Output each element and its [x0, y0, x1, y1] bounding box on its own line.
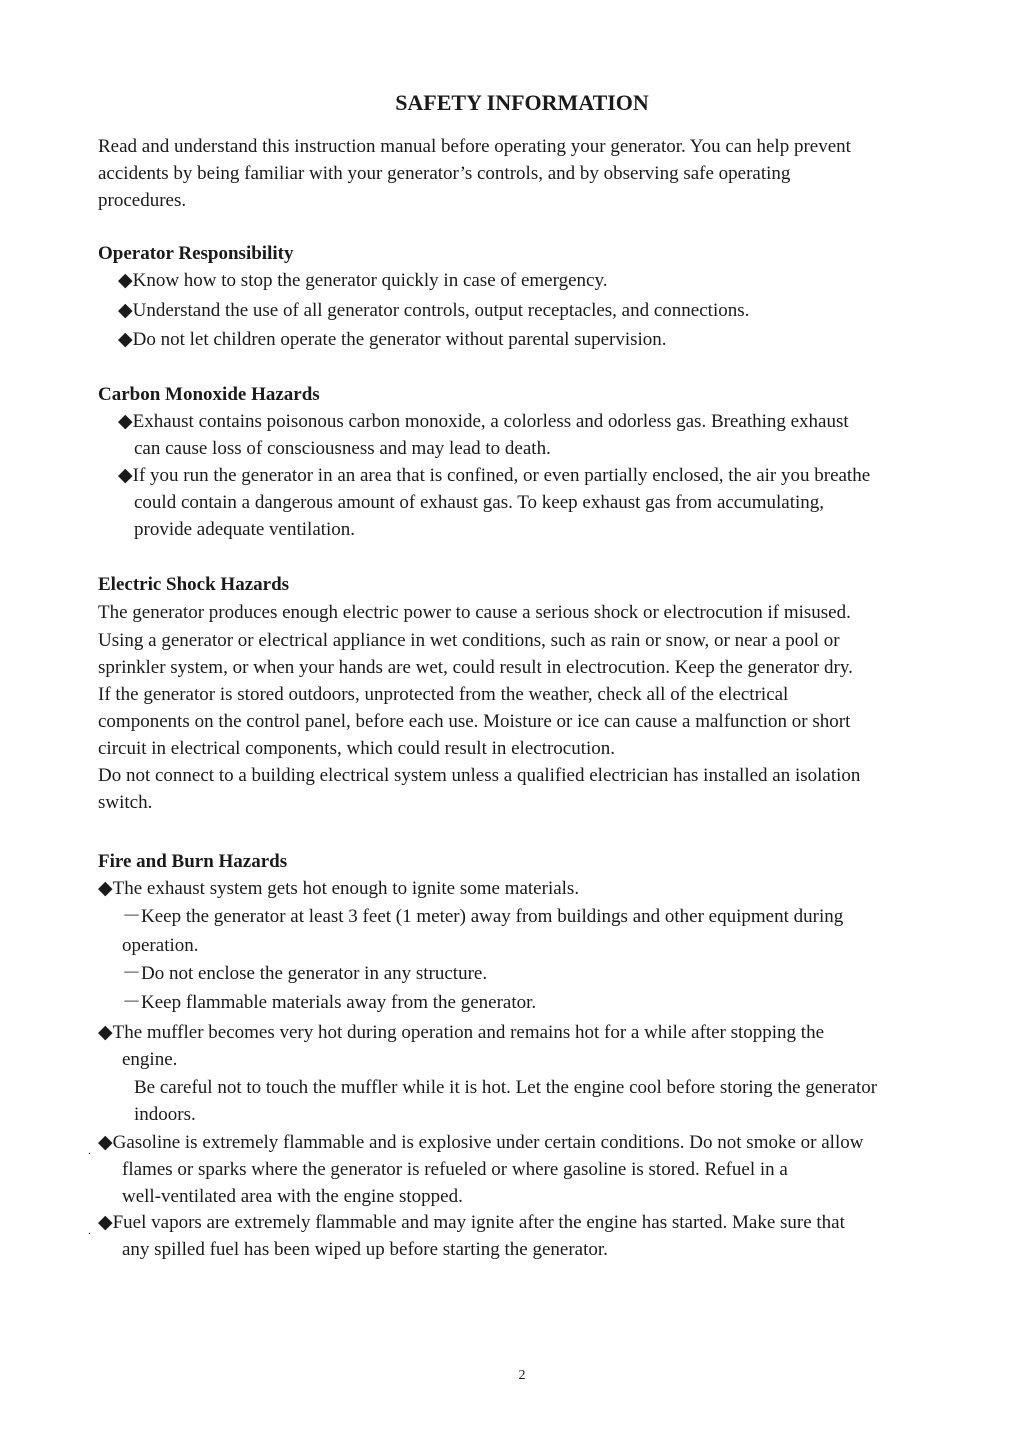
operator-item: ◆Understand the use of all generator controls, output receptacles, and connections.	[118, 300, 750, 321]
carbon-heading: Carbon Monoxide Hazards	[98, 384, 320, 405]
fire-line: －Keep flammable materials away from the generator.	[122, 992, 537, 1013]
operator-item: ◆Do not let children operate the generator without parental supervision.	[118, 329, 667, 350]
fire-line: Be careful not to touch the muffler while it is hot. Let the engine cool before storing the generator	[134, 1077, 878, 1098]
carbon-line: can cause loss of consciousness and may lead to death.	[134, 438, 551, 459]
fire-line: engine.	[122, 1049, 178, 1070]
carbon-line: could contain a dangerous amount of exhaust gas. To keep exhaust gas from accumulating,	[134, 492, 825, 513]
page-number: 2	[518, 1368, 526, 1383]
fire-line: operation.	[122, 935, 199, 956]
fire-line: ◆The muffler becomes very hot during operation and remains hot for a while after stopping the	[98, 1022, 825, 1043]
operator-heading: Operator Responsibility	[98, 243, 294, 264]
electric-line: switch.	[98, 792, 153, 813]
electric-line: The generator produces enough electric power to cause a serious shock or electrocution if misused.	[98, 602, 851, 623]
page-title: SAFETY INFORMATION	[395, 90, 649, 115]
fire-line: ◆Gasoline is extremely flammable and is explosive under certain conditions. Do not smoke or allow	[98, 1132, 864, 1153]
carbon-line: ◆Exhaust contains poisonous carbon monoxide, a colorless and odorless gas. Breathing exhaust	[118, 411, 849, 432]
fire-line: indoors.	[134, 1104, 196, 1125]
fire-line: any spilled fuel has been wiped up before starting the generator.	[122, 1239, 608, 1260]
stray-dot: .	[88, 1143, 91, 1157]
fire-line: ◆Fuel vapors are extremely flammable and may ignite after the engine has started. Make sure that	[98, 1212, 845, 1233]
fire-heading: Fire and Burn Hazards	[98, 851, 288, 872]
electric-line: components on the control panel, before each use. Moisture or ice can cause a malfunction or short	[98, 711, 851, 732]
fire-line: flames or sparks where the generator is refueled or where gasoline is stored. Refuel in a	[122, 1159, 788, 1180]
electric-heading: Electric Shock Hazards	[98, 574, 290, 595]
electric-line: circuit in electrical components, which could result in electrocution.	[98, 738, 616, 759]
electric-line: sprinkler system, or when your hands are wet, could result in electrocution. Keep the generator dry.	[98, 657, 853, 678]
electric-line: Do not connect to a building electrical system unless a qualified electrician has installed an isolation	[98, 765, 861, 786]
fire-line: －Keep the generator at least 3 feet (1 meter) away from buildings and other equipment during	[122, 906, 844, 927]
fire-line: well-ventilated area with the engine stopped.	[122, 1186, 463, 1207]
intro-line: Read and understand this instruction manual before operating your generator. You can help prevent	[98, 136, 851, 157]
fire-line: ◆The exhaust system gets hot enough to ignite some materials.	[98, 878, 580, 899]
electric-line: If the generator is stored outdoors, unprotected from the weather, check all of the electrical	[98, 684, 789, 705]
carbon-line: ◆If you run the generator in an area that is confined, or even partially enclosed, the air you breathe	[118, 465, 871, 486]
carbon-line: provide adequate ventilation.	[134, 519, 356, 540]
intro-line: accidents by being familiar with your generator’s controls, and by observing safe operating	[98, 163, 791, 184]
stray-dot: .	[88, 1223, 91, 1237]
intro-line: procedures.	[98, 190, 187, 211]
electric-line: Using a generator or electrical appliance in wet conditions, such as rain or snow, or near a pool or	[98, 630, 840, 651]
operator-item: ◆Know how to stop the generator quickly in case of emergency.	[118, 270, 608, 291]
fire-line: －Do not enclose the generator in any structure.	[122, 963, 488, 984]
